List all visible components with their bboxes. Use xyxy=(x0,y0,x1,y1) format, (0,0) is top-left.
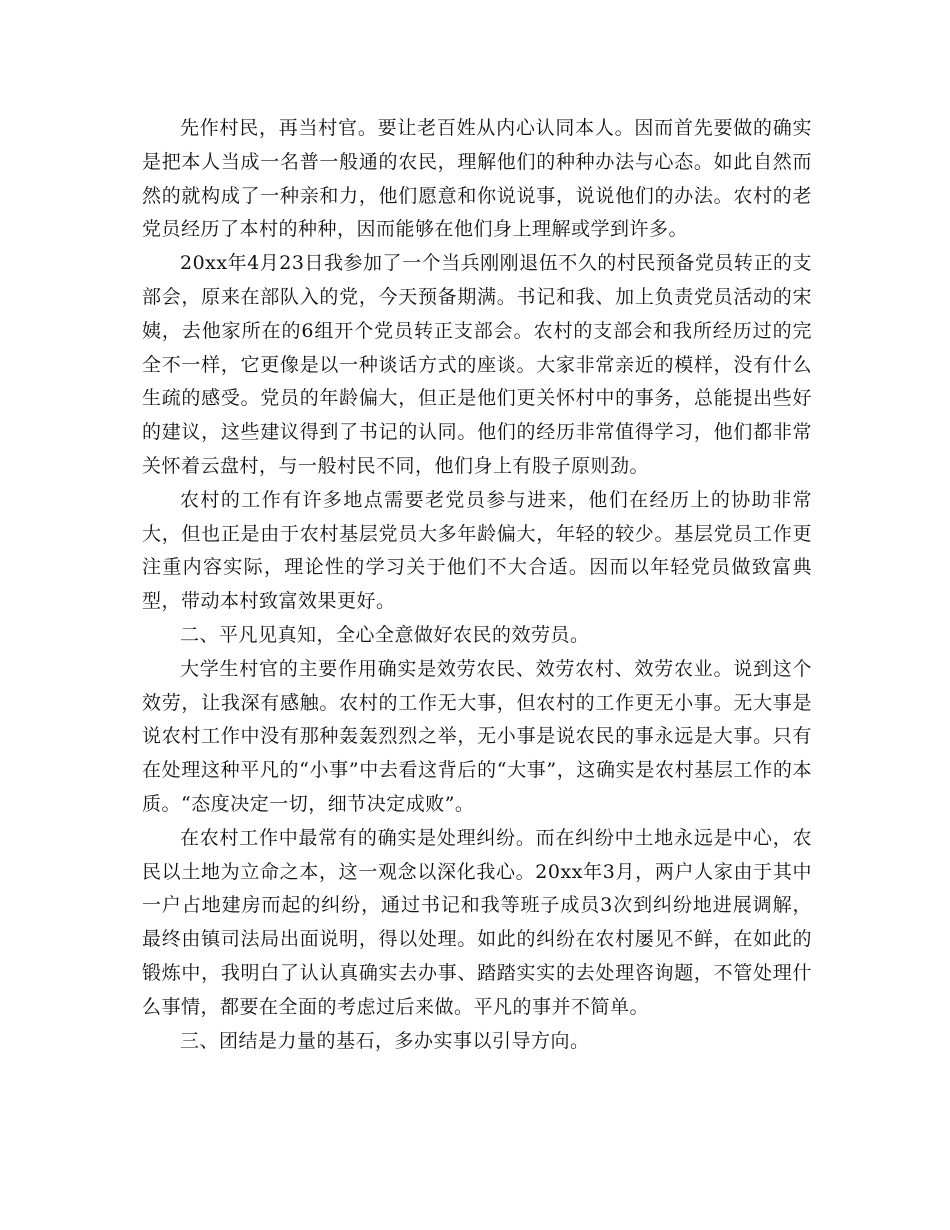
document-body xyxy=(142,112,812,1058)
paragraph-1: 先作村民，再当村官。要让老百姓从内心认同本人。因而首先要做的确实是把本人当成一名普一般通的农民，理解他们的种种办法与心态。如此自然而然的就构成了一种亲和力，他们愿意和你说说事，说说他们的办法。农村的老党员经历了本村的种种，因而能够在他们身上理解或学到许多。 xyxy=(142,117,812,241)
paragraph-3: 农村的工作有许多地点需要老党员参与进来，他们在经历上的协助非常大，但也正是由于农村基层党员大多年龄偏大，年轻的较少。基层党员工作更注重内容实际，理论性的学习关于他们不大合适。因而以年轻党员做致富典型，带动本村致富效果更好。 xyxy=(142,488,812,613)
paragraph-2: 20xx年4月23日我参加了一个当兵刚刚退伍不久的村民预备党员转正的支部会，原来在部队入的党，今天预备期满。书记和我、加上负责党员活动的宋姨，去他家所在的6组开个党员转正支部会。农村的支部会和我所经历过的完全不一样，它更像是以一种谈话方式的座谈。大家非常亲近的模样，没有什么生疏的感受。党员的年龄偏大，但正是他们更关怀村中的事务，总能提出些好的建议，这些建议得到了书记的认同。他们的经历非常值得学习，他们都非常关怀着云盘村，与一般村民不同，他们身上有股子原则劲。 xyxy=(142,252,812,477)
section-heading-3: 三、团结是力量的基石，多办实事以引导方向。 xyxy=(180,1029,590,1052)
paragraph-5: 在农村工作中最常有的确实是处理纠纷。而在纠纷中土地永远是中心，农民以土地为立命之本，这一观念以深化我心。20xx年3月，两户人家由于其中一户占地建房而起的纠纷，通过书记和我等班子成员3次到纠纷地进展调解，最终由镇司法局出面说明，得以处理。如此的纠纷在农村屡见不鲜，在如此的锻炼中，我明白了认认真确实去办事、踏踏实实的去处理咨询题，不管处理什么事情，都要在全面的考虑过后来做。平凡的事并不简单。 xyxy=(142,826,812,1018)
section-heading-2: 二、平凡见真知，全心全意做好农民的效劳员。 xyxy=(180,623,590,646)
paragraph-4: 大学生村官的主要作用确实是效劳农民、效劳农村、效劳农业。说到这个效劳，让我深有感触。农村的工作无大事，但农村的工作更无小事。无大事是说农村工作中没有那种轰轰烈烈之举，无小事是说农民的事永远是大事。只有在处理这种平凡的“小事”中去看这背后的“大事”，这确实是农村基层工作的本质。“态度决定一切，细节决定成败”。 xyxy=(142,657,812,815)
